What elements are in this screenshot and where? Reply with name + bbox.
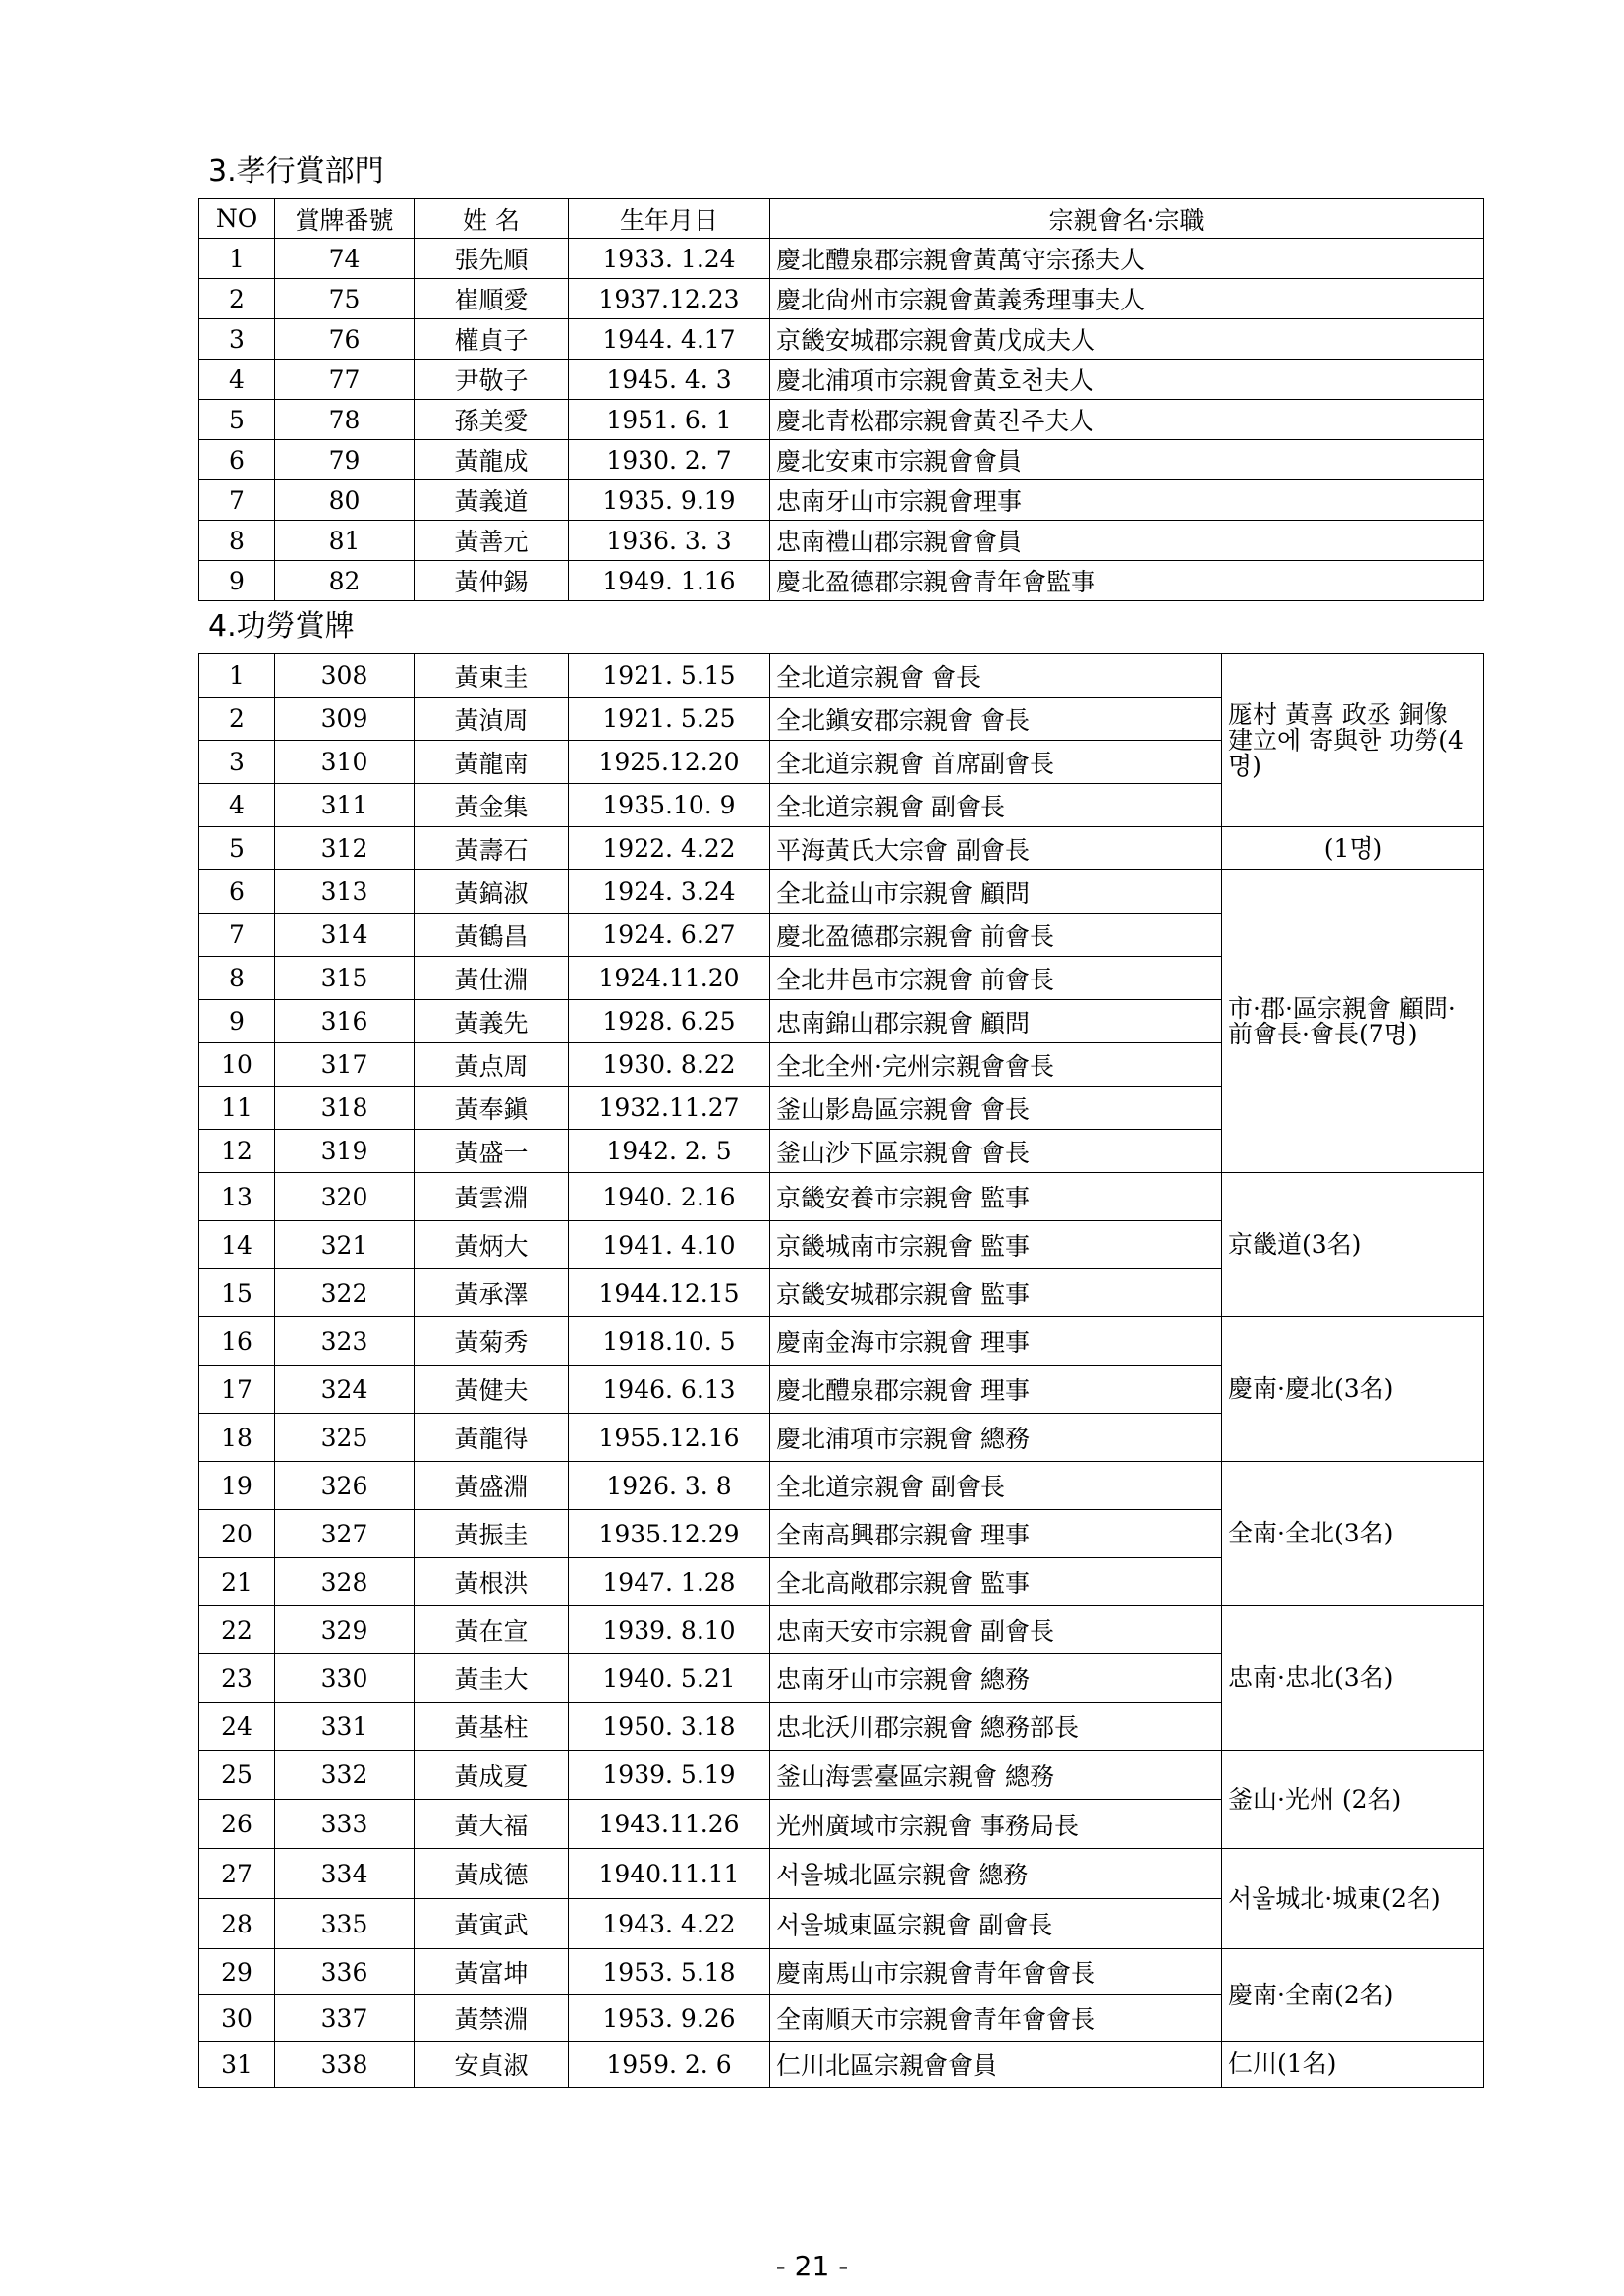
no-cell: 12 — [199, 1130, 275, 1173]
plaque-number-cell: 78 — [275, 400, 415, 440]
birth-date-cell: 1944. 4.17 — [569, 319, 770, 360]
name-cell: 黃龍成 — [415, 440, 569, 480]
clan-society-cell: 慶北盈德郡宗親會青年會監事 — [770, 561, 1484, 601]
plaque-number-cell: 77 — [275, 360, 415, 400]
table-row — [199, 1462, 1484, 1510]
no-cell: 5 — [199, 400, 275, 440]
clan-society-cell: 全北道宗親會 首席副會長 — [770, 741, 1222, 784]
table-row — [199, 1317, 1484, 1366]
clan-society-cell: 仁川北區宗親會會員 — [770, 2042, 1222, 2088]
plaque-number-cell: 320 — [275, 1173, 415, 1221]
name-cell: 尹敬子 — [415, 360, 569, 400]
name-cell: 黃壽石 — [415, 827, 569, 870]
no-cell: 14 — [199, 1221, 275, 1269]
clan-society-cell: 忠南牙山市宗親會理事 — [770, 480, 1484, 521]
table-row — [199, 870, 1484, 914]
clan-society-cell: 平海黃氏大宗會 副會長 — [770, 827, 1222, 870]
table-row — [199, 2042, 1484, 2088]
plaque-number-cell: 317 — [275, 1043, 415, 1087]
plaque-number-cell: 328 — [275, 1558, 415, 1606]
no-cell: 7 — [199, 480, 275, 521]
plaque-number-cell: 316 — [275, 1000, 415, 1043]
plaque-number-cell: 338 — [275, 2042, 415, 2088]
name-cell: 安貞淑 — [415, 2042, 569, 2088]
birth-date-cell: 1940. 5.21 — [569, 1654, 770, 1703]
plaque-number-cell: 336 — [275, 1949, 415, 1995]
birth-date-cell: 1930. 8.22 — [569, 1043, 770, 1087]
name-cell: 黃大福 — [415, 1800, 569, 1849]
clan-society-cell: 慶北醴泉郡宗親會 理事 — [770, 1366, 1222, 1414]
plaque-number-cell: 74 — [275, 239, 415, 279]
birth-date-cell: 1924. 6.27 — [569, 914, 770, 957]
name-cell: 黃圭大 — [415, 1654, 569, 1703]
plaque-number-cell: 332 — [275, 1751, 415, 1800]
name-cell: 張先順 — [415, 239, 569, 279]
name-cell: 黃点周 — [415, 1043, 569, 1087]
plaque-number-cell: 323 — [275, 1317, 415, 1366]
plaque-number-cell: 315 — [275, 957, 415, 1000]
birth-date-cell: 1942. 2. 5 — [569, 1130, 770, 1173]
birth-date-cell: 1939. 8.10 — [569, 1606, 770, 1654]
no-cell: 19 — [199, 1462, 275, 1510]
name-cell: 黃義先 — [415, 1000, 569, 1043]
table-row — [199, 360, 1484, 400]
birth-date-cell: 1924.11.20 — [569, 957, 770, 1000]
group-note-cell: 慶南·慶北(3名) — [1222, 1317, 1484, 1462]
no-cell: 20 — [199, 1510, 275, 1558]
table-row — [199, 1173, 1484, 1221]
name-cell: 黃振圭 — [415, 1510, 569, 1558]
name-cell: 黃鎬淑 — [415, 870, 569, 914]
no-cell: 13 — [199, 1173, 275, 1221]
clan-society-cell: 全北道宗親會 副會長 — [770, 1462, 1222, 1510]
no-cell: 16 — [199, 1317, 275, 1366]
birth-date-cell: 1935.12.29 — [569, 1510, 770, 1558]
plaque-number-cell: 76 — [275, 319, 415, 360]
birth-date-cell: 1953. 5.18 — [569, 1949, 770, 1995]
plaque-number-cell: 322 — [275, 1269, 415, 1317]
no-cell: 4 — [199, 784, 275, 827]
table-row — [199, 1949, 1484, 1995]
table-row — [199, 1849, 1484, 1899]
birth-date-cell: 1935. 9.19 — [569, 480, 770, 521]
name-cell: 黃承澤 — [415, 1269, 569, 1317]
name-cell: 黃奉鎭 — [415, 1087, 569, 1130]
clan-society-cell: 忠南牙山市宗親會 總務 — [770, 1654, 1222, 1703]
plaque-number-cell: 326 — [275, 1462, 415, 1510]
plaque-number-cell: 321 — [275, 1221, 415, 1269]
birth-date-cell: 1932.11.27 — [569, 1087, 770, 1130]
name-cell: 黃盛淵 — [415, 1462, 569, 1510]
clan-society-cell: 全南順天市宗親會青年會會長 — [770, 1995, 1222, 2042]
no-cell: 2 — [199, 279, 275, 319]
no-cell: 10 — [199, 1043, 275, 1087]
clan-society-cell: 京畿城南市宗親會 監事 — [770, 1221, 1222, 1269]
clan-society-cell: 慶北尙州市宗親會黃義秀理事夫人 — [770, 279, 1484, 319]
no-cell: 25 — [199, 1751, 275, 1800]
no-cell: 3 — [199, 319, 275, 360]
table-row — [199, 239, 1484, 279]
plaque-number-cell: 311 — [275, 784, 415, 827]
header-plaque-number-cell: 賞牌番號 — [275, 199, 415, 239]
name-cell: 黃東圭 — [415, 654, 569, 698]
clan-society-cell: 서울城北區宗親會 總務 — [770, 1849, 1222, 1899]
plaque-number-cell: 75 — [275, 279, 415, 319]
table-row — [199, 521, 1484, 561]
table-header-row — [199, 199, 1484, 239]
header-no-cell: NO — [199, 199, 275, 239]
no-cell: 31 — [199, 2042, 275, 2088]
clan-society-cell: 光州廣域市宗親會 事務局長 — [770, 1800, 1222, 1849]
table-row — [199, 561, 1484, 601]
birth-date-cell: 1943. 4.22 — [569, 1899, 770, 1949]
page-number: - 21 - — [775, 2250, 849, 2282]
birth-date-cell: 1943.11.26 — [569, 1800, 770, 1849]
name-cell: 黃成夏 — [415, 1751, 569, 1800]
group-note-cell: 仁川(1名) — [1222, 2042, 1484, 2088]
group-note-cell: (1명) — [1222, 827, 1484, 870]
no-cell: 6 — [199, 870, 275, 914]
no-cell: 28 — [199, 1899, 275, 1949]
plaque-number-cell: 309 — [275, 698, 415, 741]
table-row — [199, 1606, 1484, 1654]
clan-society-cell: 全北高敞郡宗親會 監事 — [770, 1558, 1222, 1606]
group-note-cell: 市·郡·區宗親會 顧問·前會長·會長(7명) — [1222, 870, 1484, 1173]
no-cell: 4 — [199, 360, 275, 400]
birth-date-cell: 1940. 2.16 — [569, 1173, 770, 1221]
plaque-number-cell: 331 — [275, 1703, 415, 1751]
birth-date-cell: 1940.11.11 — [569, 1849, 770, 1899]
birth-date-cell: 1925.12.20 — [569, 741, 770, 784]
plaque-number-cell: 312 — [275, 827, 415, 870]
plaque-number-cell: 80 — [275, 480, 415, 521]
name-cell: 黃龍南 — [415, 741, 569, 784]
plaque-number-cell: 81 — [275, 521, 415, 561]
clan-society-cell: 慶南金海市宗親會 理事 — [770, 1317, 1222, 1366]
header-name-cell: 姓 名 — [415, 199, 569, 239]
clan-society-cell: 慶北浦項市宗親會 總務 — [770, 1414, 1222, 1462]
clan-society-cell: 全北全州·完州宗親會會長 — [770, 1043, 1222, 1087]
plaque-number-cell: 308 — [275, 654, 415, 698]
name-cell: 黃善元 — [415, 521, 569, 561]
group-note-cell: 慶南·全南(2名) — [1222, 1949, 1484, 2042]
table-row — [199, 279, 1484, 319]
name-cell: 黃根洪 — [415, 1558, 569, 1606]
plaque-number-cell: 310 — [275, 741, 415, 784]
group-note-cell: 忠南·忠北(3名) — [1222, 1606, 1484, 1751]
section-3-title: 3.孝行賞部門 — [208, 154, 384, 189]
plaque-number-cell: 324 — [275, 1366, 415, 1414]
birth-date-cell: 1922. 4.22 — [569, 827, 770, 870]
group-note-cell: 京畿道(3名) — [1222, 1173, 1484, 1317]
table-row — [199, 440, 1484, 480]
birth-date-cell: 1945. 4. 3 — [569, 360, 770, 400]
birth-date-cell: 1924. 3.24 — [569, 870, 770, 914]
no-cell: 3 — [199, 741, 275, 784]
group-note-cell: 厖村 黃喜 政丞 銅像 建立에 寄與한 功勞(4명) — [1222, 654, 1484, 827]
name-cell: 權貞子 — [415, 319, 569, 360]
no-cell: 2 — [199, 698, 275, 741]
birth-date-cell: 1953. 9.26 — [569, 1995, 770, 2042]
name-cell: 黃成德 — [415, 1849, 569, 1899]
clan-society-cell: 慶北安東市宗親會會員 — [770, 440, 1484, 480]
plaque-number-cell: 337 — [275, 1995, 415, 2042]
name-cell: 黃義道 — [415, 480, 569, 521]
group-note-cell: 釜山·光州 (2名) — [1222, 1751, 1484, 1849]
birth-date-cell: 1950. 3.18 — [569, 1703, 770, 1751]
birth-date-cell: 1933. 1.24 — [569, 239, 770, 279]
table-row — [199, 1751, 1484, 1800]
plaque-number-cell: 314 — [275, 914, 415, 957]
clan-society-cell: 慶北浦項市宗親會黃호천夫人 — [770, 360, 1484, 400]
no-cell: 23 — [199, 1654, 275, 1703]
clan-society-cell: 慶北醴泉郡宗親會黃萬守宗孫夫人 — [770, 239, 1484, 279]
name-cell: 孫美愛 — [415, 400, 569, 440]
clan-society-cell: 서울城東區宗親會 副會長 — [770, 1899, 1222, 1949]
table-row — [199, 827, 1484, 870]
plaque-number-cell: 79 — [275, 440, 415, 480]
name-cell: 黃菊秀 — [415, 1317, 569, 1366]
birth-date-cell: 1951. 6. 1 — [569, 400, 770, 440]
plaque-number-cell: 313 — [275, 870, 415, 914]
no-cell: 11 — [199, 1087, 275, 1130]
no-cell: 1 — [199, 654, 275, 698]
birth-date-cell: 1936. 3. 3 — [569, 521, 770, 561]
birth-date-cell: 1946. 6.13 — [569, 1366, 770, 1414]
name-cell: 黃富坤 — [415, 1949, 569, 1995]
no-cell: 30 — [199, 1995, 275, 2042]
name-cell: 黃基柱 — [415, 1703, 569, 1751]
no-cell: 5 — [199, 827, 275, 870]
birth-date-cell: 1959. 2. 6 — [569, 2042, 770, 2088]
group-note-cell: 서울城北·城東(2名) — [1222, 1849, 1484, 1949]
no-cell: 18 — [199, 1414, 275, 1462]
name-cell: 黃在宣 — [415, 1606, 569, 1654]
no-cell: 7 — [199, 914, 275, 957]
plaque-number-cell: 334 — [275, 1849, 415, 1899]
name-cell: 黃湞周 — [415, 698, 569, 741]
filial-piety-award-table — [198, 198, 1484, 601]
birth-date-cell: 1944.12.15 — [569, 1269, 770, 1317]
birth-date-cell: 1921. 5.25 — [569, 698, 770, 741]
birth-date-cell: 1947. 1.28 — [569, 1558, 770, 1606]
clan-society-cell: 釜山影島區宗親會 會長 — [770, 1087, 1222, 1130]
no-cell: 1 — [199, 239, 275, 279]
no-cell: 22 — [199, 1606, 275, 1654]
clan-society-cell: 全北道宗親會 副會長 — [770, 784, 1222, 827]
no-cell: 26 — [199, 1800, 275, 1849]
table-row — [199, 319, 1484, 360]
name-cell: 黃雲淵 — [415, 1173, 569, 1221]
name-cell: 黃炳大 — [415, 1221, 569, 1269]
clan-society-cell: 忠南禮山郡宗親會會員 — [770, 521, 1484, 561]
clan-society-cell: 全南高興郡宗親會 理事 — [770, 1510, 1222, 1558]
plaque-number-cell: 333 — [275, 1800, 415, 1849]
birth-date-cell: 1930. 2. 7 — [569, 440, 770, 480]
clan-society-cell: 京畿安養市宗親會 監事 — [770, 1173, 1222, 1221]
clan-society-cell: 釜山海雲臺區宗親會 總務 — [770, 1751, 1222, 1800]
name-cell: 黃禁淵 — [415, 1995, 569, 2042]
clan-society-cell: 忠北沃川郡宗親會 總務部長 — [770, 1703, 1222, 1751]
birth-date-cell: 1921. 5.15 — [569, 654, 770, 698]
birth-date-cell: 1935.10. 9 — [569, 784, 770, 827]
no-cell: 29 — [199, 1949, 275, 1995]
table-row — [199, 400, 1484, 440]
plaque-number-cell: 325 — [275, 1414, 415, 1462]
plaque-number-cell: 82 — [275, 561, 415, 601]
name-cell: 崔順愛 — [415, 279, 569, 319]
header-birth-date-cell: 生年月日 — [569, 199, 770, 239]
birth-date-cell: 1918.10. 5 — [569, 1317, 770, 1366]
birth-date-cell: 1941. 4.10 — [569, 1221, 770, 1269]
no-cell: 9 — [199, 1000, 275, 1043]
plaque-number-cell: 327 — [275, 1510, 415, 1558]
clan-society-cell: 釜山沙下區宗親會 會長 — [770, 1130, 1222, 1173]
birth-date-cell: 1939. 5.19 — [569, 1751, 770, 1800]
clan-society-cell: 全北益山市宗親會 顧問 — [770, 870, 1222, 914]
no-cell: 21 — [199, 1558, 275, 1606]
birth-date-cell: 1949. 1.16 — [569, 561, 770, 601]
name-cell: 黃健夫 — [415, 1366, 569, 1414]
birth-date-cell: 1937.12.23 — [569, 279, 770, 319]
clan-society-cell: 慶南馬山市宗親會青年會會長 — [770, 1949, 1222, 1995]
birth-date-cell: 1928. 6.25 — [569, 1000, 770, 1043]
header-clan-society-cell: 宗親會名·宗職 — [770, 199, 1484, 239]
no-cell: 17 — [199, 1366, 275, 1414]
name-cell: 黃仲錫 — [415, 561, 569, 601]
plaque-number-cell: 319 — [275, 1130, 415, 1173]
no-cell: 8 — [199, 521, 275, 561]
clan-society-cell: 忠南天安市宗親會 副會長 — [770, 1606, 1222, 1654]
clan-society-cell: 全北道宗親會 會長 — [770, 654, 1222, 698]
clan-society-cell: 慶北青松郡宗親會黃진주夫人 — [770, 400, 1484, 440]
plaque-number-cell: 330 — [275, 1654, 415, 1703]
no-cell: 27 — [199, 1849, 275, 1899]
no-cell: 9 — [199, 561, 275, 601]
name-cell: 黃龍得 — [415, 1414, 569, 1462]
plaque-number-cell: 318 — [275, 1087, 415, 1130]
clan-society-cell: 京畿安城郡宗親會 監事 — [770, 1269, 1222, 1317]
clan-society-cell: 全北井邑市宗親會 前會長 — [770, 957, 1222, 1000]
no-cell: 24 — [199, 1703, 275, 1751]
clan-society-cell: 全北鎭安郡宗親會 會長 — [770, 698, 1222, 741]
plaque-number-cell: 329 — [275, 1606, 415, 1654]
name-cell: 黃寅武 — [415, 1899, 569, 1949]
no-cell: 6 — [199, 440, 275, 480]
no-cell: 15 — [199, 1269, 275, 1317]
clan-society-cell: 京畿安城郡宗親會黃戊成夫人 — [770, 319, 1484, 360]
section-4-title: 4.功勞賞牌 — [208, 609, 355, 644]
birth-date-cell: 1955.12.16 — [569, 1414, 770, 1462]
group-note-cell: 全南·全北(3名) — [1222, 1462, 1484, 1606]
birth-date-cell: 1926. 3. 8 — [569, 1462, 770, 1510]
name-cell: 黃仕淵 — [415, 957, 569, 1000]
name-cell: 黃鶴昌 — [415, 914, 569, 957]
name-cell: 黃盛一 — [415, 1130, 569, 1173]
no-cell: 8 — [199, 957, 275, 1000]
merit-award-table — [198, 653, 1484, 2088]
clan-society-cell: 慶北盈德郡宗親會 前會長 — [770, 914, 1222, 957]
name-cell: 黃金集 — [415, 784, 569, 827]
table-row — [199, 654, 1484, 698]
clan-society-cell: 忠南錦山郡宗親會 顧問 — [770, 1000, 1222, 1043]
plaque-number-cell: 335 — [275, 1899, 415, 1949]
table-row — [199, 480, 1484, 521]
